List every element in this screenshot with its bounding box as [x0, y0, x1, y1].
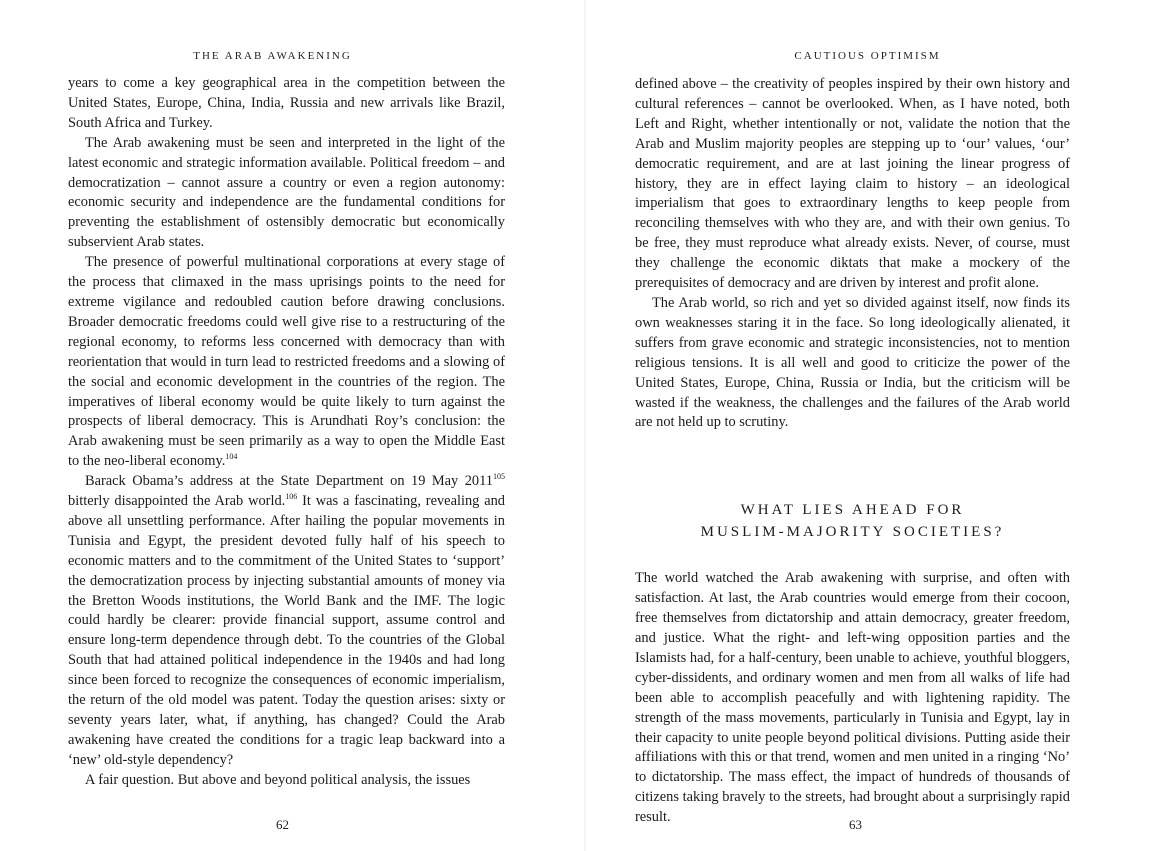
paragraph-text: Barack Obama’s address at the State Department on 19 May 2011 — [85, 473, 493, 490]
paragraph: The Arab world, so rich and yet so divided against itself, now finds its own weaknesses staring it in the face. So long ideologically alienated, it suffers from grave economic and strategic inconsistencies, not to mention religious tensions. It is all well and good to criticize the power of the United States, Europe, China, Russia or India, but the criticism will be wasted if the weakness, the challenges and the failures of the Arab world are not held up to scrutiny. — [635, 294, 1070, 431]
running-head: CAUTIOUS OPTIMISM — [794, 50, 941, 62]
footnote-ref: 104 — [225, 452, 238, 462]
section-heading — [635, 499, 1070, 543]
paragraph — [68, 253, 505, 472]
paragraph: The world watched the Arab awakening with surprise, and often with satisfaction. At last, the Arab countries would emerge from their cocoon, free themselves from dictatorship and attain democracy, greater freedom, and justice. What the right- and left-wing opposition parties and the Islamists had, for a half-century, been unable to achieve, youthful bloggers, cyber-dissidents, and ordinary women and men from all walks of life had been able to accomplish peacefully and with lightening rapidity. The strength of the mass movements, particularly in Tunisia and Egypt, lay in their capacity to unite people beyond political divisions. Putting aside their affiliations with this or that trend, women and men united in a ringing ‘No’ to dictatorship. The mass effect, the impact of hundreds of thousands of citizens taking bravely to the streets, had brought about a surprisingly rapid result. — [635, 570, 1070, 826]
body-text — [635, 75, 1070, 828]
paragraph-text: It was a fascinating, revealing and above all unsettling performance. After hailing the popular movements in Tunisia and Egypt, the president devoted fully half of his speech to economic matters and to the commitment of the United States to ‘support’ the democratization process by injecting substantial amounts of money via the Bretton Woods institutions, the World Bank and the IMF. The logic could hardly be clearer: provide financial support, assume control and ensure long-term dependence through debt. To the countries of the Global South that had attained political independence in the 1940s and had long since been forced to recognize the consequences of economic imperialism, the return of the old model was patent. Today the question arises: sixty or seventy years later, what, if anything, has changed? Could the Arab awakening have created the conditions for a tragic leap backward into a ‘new’ old-style dependency? — [68, 493, 505, 768]
paragraph — [68, 472, 505, 771]
right-page — [585, 0, 1170, 851]
page-number: 63 — [849, 817, 862, 832]
paragraph: defined above – the creativity of peoples inspired by their own history and cultural references – cannot be overlooked. When, as I have noted, both Left and Right, whether intentionally or not, validate the notion that the Arab and Muslim majority peoples are stepping up to ‘our’ values, ‘our’ democratic requirement, and are at last joining the linear progress of history, they are in effect laying claim to history – an ideological imperialism that goes to extraordinary lengths to keep people from reconciling themselves with who they are, and with their own genius. To be free, they must reproduce what already exists. Never, of course, must they challenge the economic diktats that make a mockery of the prerequisites of democracy and are driven by interest and profit alone. — [635, 76, 1070, 292]
paragraph: The Arab awakening must be seen and interpreted in the light of the latest economic and strategic information available. Political freedom – and democratization – cannot assure a country or even a region autonomy: economic security and independence are the fundamental conditions for preventing the establishment of ostensibly democratic but economically subservient Arab states. — [68, 134, 505, 251]
footnote-ref: 105 — [493, 472, 505, 482]
page-number: 62 — [276, 817, 289, 832]
section-heading-line: WHAT LIES AHEAD FOR — [740, 502, 965, 519]
paragraph: years to come a key geographical area in the competition between the United States, Europe, China, India, Russia and new arrivals like Brazil, South Africa and Turkey. — [68, 75, 505, 131]
section-heading-line: MUSLIM-MAJORITY SOCIETIES? — [700, 524, 1005, 541]
body-text — [68, 74, 505, 791]
paragraph: A fair question. But above and beyond political analysis, the issues — [85, 771, 471, 788]
footnote-ref: 106 — [285, 492, 298, 502]
paragraph-text: bitterly disappointed the Arab world. — [68, 493, 286, 510]
paragraph-text: The presence of powerful multinational corporations at every stage of the process that climaxed in the mass uprisings points to the need for extreme vigilance and redoubled caution before drawing conclusions. Broader democratic freedoms could well give rise to a restructuring of the regional economy, to reforms less concerned with democracy than with reorientation that would in turn lead to restricted freedoms and a slowing of the social and economic development in the countries of the region. The imperatives of liberal economy would be quite likely to turn against the prospects of liberal democracy. This is Arundhati Roy’s conclusion: the Arab awakening must be seen primarily as a way to open the Middle East to the neo-liberal economy. — [68, 254, 505, 470]
running-head: THE ARAB AWAKENING — [193, 50, 352, 62]
